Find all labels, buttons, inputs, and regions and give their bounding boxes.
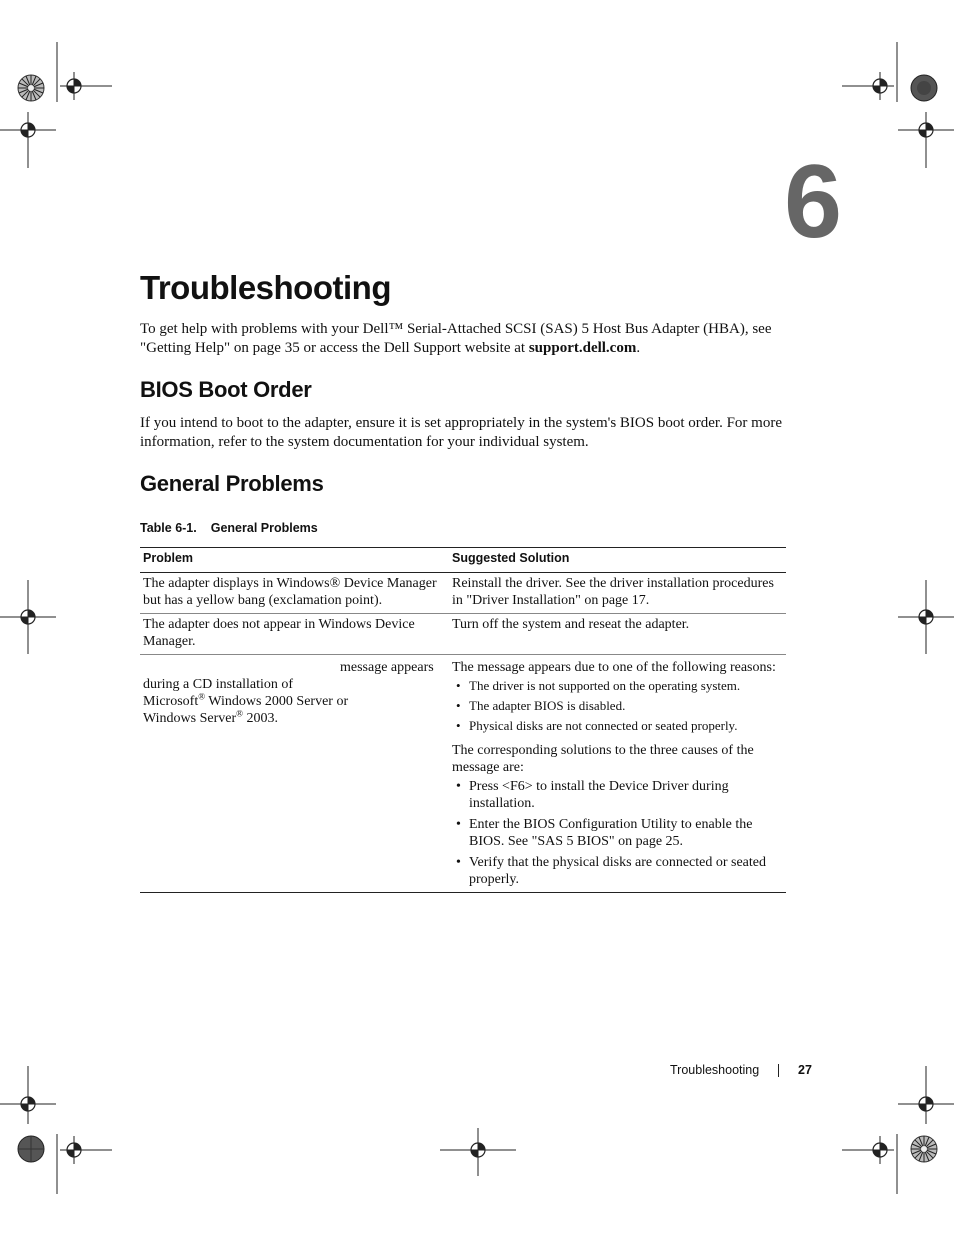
table-row <box>140 655 786 893</box>
general-problems-table <box>140 547 786 893</box>
column-header-problem: Problem <box>140 548 449 573</box>
column-header-suggested-solution: Suggested Solution <box>449 548 786 573</box>
page-number: 27 <box>798 1063 812 1077</box>
table-caption-title: General Problems <box>210 521 318 535</box>
list-item: • The driver is not supported on the operating system. <box>469 678 783 694</box>
section-heading-general-problems: General Problems <box>140 471 324 496</box>
solution-cell: Turn off the system and reseat the adapter. <box>449 614 786 655</box>
problem-line-cd-install: during a CD installation of <box>143 677 294 692</box>
crosshair-registration-mark-bottom-left <box>56 1110 112 1194</box>
table-caption <box>140 520 318 536</box>
solution-intro: The message appears due to one of the following reasons: <box>452 660 776 675</box>
crosshair-registration-mark-top-left <box>56 42 112 128</box>
list-item: • Enter the BIOS Configuration Utility to enable the BIOS. See "SAS 5 BIOS" on page 25. <box>469 816 783 850</box>
dark-registration-disc-top-right <box>910 74 938 102</box>
list-item: • Press <F6> to install the Device Driver during installation. <box>469 778 783 812</box>
solutions-list <box>452 778 783 888</box>
starburst-registration-mark-bottom-right <box>910 1135 938 1163</box>
list-item: • Physical disks are not connected or seated properly. <box>469 718 783 734</box>
intro-paragraph <box>140 320 790 358</box>
footer-divider <box>778 1064 779 1077</box>
crosshair-registration-mark-bottom-center <box>440 1128 516 1176</box>
page-footer <box>670 1062 812 1078</box>
crosshair-registration-mark-left-middle <box>0 580 56 654</box>
dark-registration-disc-bottom-left <box>17 1135 45 1163</box>
support-website-link[interactable]: support.dell.com <box>528 340 637 356</box>
problem-cell: The adapter displays in Windows® Device Manager but has a yellow bang (exclamation point). <box>140 573 449 614</box>
solution-cell: Reinstall the driver. See the driver installation procedures in "Driver Installation" on page 17. <box>449 573 786 614</box>
table-header-row <box>140 548 786 573</box>
problem-cell <box>140 655 449 893</box>
crosshair-registration-mark-bottom-right <box>842 1110 898 1194</box>
intro-end: . <box>636 340 641 356</box>
list-item: • The adapter BIOS is disabled. <box>469 698 783 714</box>
crosshair-registration-mark-right-lower <box>898 1066 954 1124</box>
footer-section-name: Troubleshooting <box>670 1063 760 1077</box>
intro-text: To get help with problems with your Dell™ Serial-Attached SCSI (SAS) 5 Host Bus Adapter (HBA), see "Getting Help" on page 35 or access the Dell Support website at <box>140 321 772 356</box>
crosshair-registration-mark-right-middle <box>898 580 954 654</box>
table-row <box>140 573 786 614</box>
reasons-list <box>452 678 783 734</box>
solutions-intro: The corresponding solutions to the three causes of the message are: <box>452 743 754 775</box>
list-item: • Verify that the physical disks are connected or seated properly. <box>469 854 783 888</box>
crosshair-registration-mark-top-right <box>842 42 898 128</box>
page-title: Troubleshooting <box>140 269 391 306</box>
chapter-number: 6 <box>784 144 842 260</box>
problem-cell: The adapter does not appear in Windows Device Manager. <box>140 614 449 655</box>
problem-line-windows-server: Windows Server® 2003. <box>143 708 278 726</box>
crosshair-registration-mark-left-upper <box>0 112 56 170</box>
crosshair-registration-mark-left-lower <box>0 1066 56 1124</box>
problem-line-microsoft: Microsoft® Windows 2000 Server or <box>143 691 349 709</box>
starburst-registration-mark-top-left <box>17 74 45 102</box>
table-caption-number: Table 6-1. <box>140 521 197 535</box>
problem-line-message: message appears <box>340 660 434 675</box>
crosshair-registration-mark-right-upper <box>898 112 954 170</box>
section-heading-bios-boot-order: BIOS Boot Order <box>140 377 312 402</box>
table-row <box>140 614 786 655</box>
solution-cell <box>449 655 786 893</box>
bios-boot-order-paragraph: If you intend to boot to the adapter, ensure it is set appropriately in the system's BIOS boot order. For more information, refer to the system documentation for your individual system. <box>140 415 782 450</box>
